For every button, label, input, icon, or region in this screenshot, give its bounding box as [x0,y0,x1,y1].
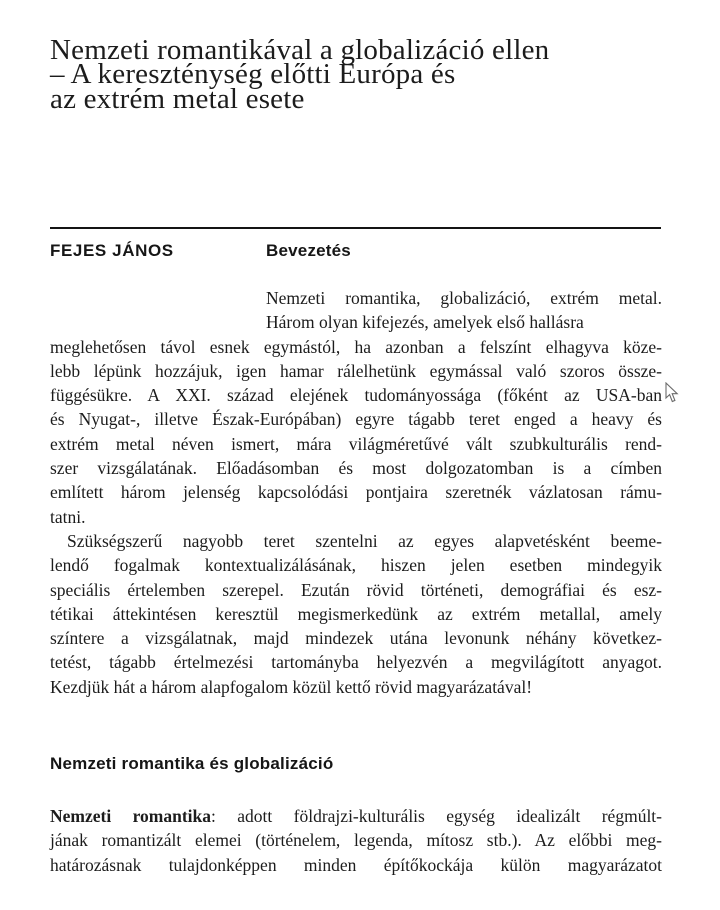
intro-right-column [266,286,662,335]
section-heading-bevezetes: Bevezetés [266,241,351,260]
body-text-line: Három olyan kifejezés, amelyek első hallásra [266,312,584,333]
article-title-line: Nemzeti romantikával a globalizáció ellen [50,34,550,66]
article-title-line: – A kereszténység előtti Európa és [50,58,456,91]
body-text-line: Kezdjük hát a három alapfogalom közül kettő rövid magyarázatával! [50,676,533,697]
body-text-line: tatni. [50,506,86,527]
body-text-line: és Nyugat-, illetve Észak-Európában) egyre tágabb teret enged a heavy és [50,409,662,430]
body-text-line: meglehetősen távol esnek egymástól, ha azonban a felszínt elhagyva köze- [50,336,662,357]
body-text-line: szer vizsgálatának. Előadásomban és most dolgozatomban is a címben [50,458,662,479]
body-text-line: Szükségszerű nagyobb teret szentelni az egyes alapvetésként beeme- [67,530,662,551]
mouse-cursor-icon [665,382,679,403]
article-title [50,34,670,115]
body-text-line: lebb lépünk hozzájuk, igen hamar rálelhetünk egymással való szoros össze- [50,360,662,381]
author-name: FEJES JÁNOS [50,241,174,260]
paragraph-3 [50,804,662,877]
body-text-line: lendő fogalmak kontextualizálásának, hiszen jelen esetben mindegyik [50,555,662,576]
body-text-line: említett három jelenség kapcsolódási pontjaira szeretnék vázlatosan rámu- [50,482,662,503]
section-divider-rule [50,227,661,229]
body-text-line: színtere a vizsgálatnak, majd mindezek utána levonunk néhány következ- [50,628,662,649]
body-text-line: Nemzeti romantika, globalizáció, extrém metal. [266,288,662,308]
body-text-line: tétikai áttekintésen keresztül megismerkedünk az extrém metallal, amely [50,603,662,624]
paragraph-2 [50,529,662,699]
body-text-line: extrém metal néven ismert, mára világméretűvé vált szubkulturális rend- [50,433,662,454]
body-text-line: tetést, tágabb értelmezési tartományba helyezvén a megvilágított anyagot. [50,652,662,673]
body-text-line: határozásnak tulajdonképpen minden építőkockája külön magyarázatot [50,854,662,875]
paragraph-1 [50,335,662,529]
body-text-line: függésükre. A XXI. század elejének tudományossága (főként az USA-ban [50,385,662,406]
body-text [50,286,662,699]
body-text-line: jának romantizált elemei (történelem, legenda, mítosz stb.). Az előbbi meg- [50,830,662,851]
body-text-line: Nemzeti romantika: adott földrajzi-kulturális egység idealizált régmúlt- [50,806,662,826]
body-text-line: speciális értelemben szerepel. Ezután rövid történeti, demográfiai és esz- [50,579,662,600]
article-title-line: az extrém metal esete [50,82,305,115]
section-heading-nemzeti-romantika: Nemzeti romantika és globalizáció [50,754,334,773]
